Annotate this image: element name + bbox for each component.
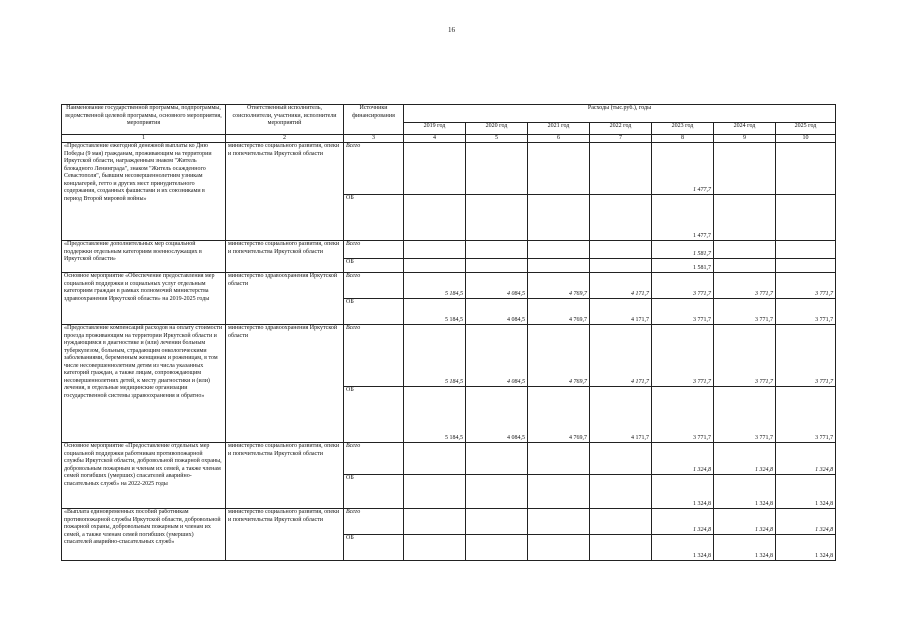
table-row: [62, 241, 836, 259]
total-amount-cell: [590, 241, 652, 259]
header-year: 2019 год: [404, 123, 466, 135]
source-ob-label: ОБ: [344, 299, 404, 325]
total-amount-cell: 3 771,7: [714, 273, 776, 299]
ob-amount-cell: [528, 535, 590, 561]
ob-amount-cell: 3 771,7: [652, 387, 714, 443]
source-total-label: Всего: [344, 443, 404, 475]
total-amount-cell: [590, 509, 652, 535]
column-index: 3: [344, 135, 404, 143]
total-amount-cell: 4 769,7: [528, 325, 590, 387]
total-amount-cell: [714, 143, 776, 195]
ob-amount-cell: 1 324,8: [776, 475, 836, 509]
total-amount-cell: 4 769,7: [528, 273, 590, 299]
total-amount-cell: 3 771,7: [776, 273, 836, 299]
ob-amount-cell: 3 771,7: [776, 299, 836, 325]
ob-amount-cell: [466, 259, 528, 273]
header-source: Источники финансирования: [344, 105, 404, 135]
total-amount-cell: 1 324,8: [776, 443, 836, 475]
source-total-label: Всего: [344, 509, 404, 535]
ob-amount-cell: 4 769,7: [528, 299, 590, 325]
ob-amount-cell: 1 581,7: [652, 259, 714, 273]
column-index: 1: [62, 135, 226, 143]
total-amount-cell: 1 581,7: [652, 241, 714, 259]
ob-amount-cell: 1 477,7: [652, 195, 714, 241]
ob-amount-cell: [714, 195, 776, 241]
activity-name: Основное мероприятие «Обеспечение предоставления мер социальной поддержки и социальных услуг отдельным категориям граждан в рамках полномочий министерства здравоохранения Иркутской области» на 2019-2025 годы: [62, 273, 226, 325]
ob-amount-cell: 4 769,7: [528, 387, 590, 443]
column-index: 7: [590, 135, 652, 143]
header-year: 2022 год: [590, 123, 652, 135]
activity-executor: министерство социального развития, опеки и попечительства Иркутской области: [226, 143, 344, 241]
source-total-label: Всего: [344, 143, 404, 195]
ob-amount-cell: [404, 475, 466, 509]
total-amount-cell: [404, 509, 466, 535]
ob-amount-cell: [590, 259, 652, 273]
ob-amount-cell: [466, 535, 528, 561]
column-index: 9: [714, 135, 776, 143]
total-amount-cell: 4 171,7: [590, 273, 652, 299]
page-number: 16: [448, 26, 455, 34]
ob-amount-cell: 1 324,8: [714, 475, 776, 509]
column-index: 4: [404, 135, 466, 143]
activity-name: «Выплата единовременных пособий работникам противопожарной службы Иркутской области, добровольной пожарной охраны, добровольным пожарным и членам их семей, а также членам семей погибших (умерших) спасателей аварийно-спасательных служб»: [62, 509, 226, 561]
total-amount-cell: [590, 143, 652, 195]
header-executor: Ответственный исполнитель, соисполнители, участники, исполнители мероприятий: [226, 105, 344, 135]
ob-amount-cell: 5 184,5: [404, 299, 466, 325]
ob-amount-cell: 1 324,8: [776, 535, 836, 561]
total-amount-cell: 4 084,5: [466, 325, 528, 387]
table-row: [62, 509, 836, 535]
total-amount-cell: [466, 443, 528, 475]
total-amount-cell: [528, 443, 590, 475]
total-amount-cell: 5 184,5: [404, 325, 466, 387]
activity-executor: министерство социального развития, опеки и попечительства Иркутской области: [226, 509, 344, 561]
ob-amount-cell: 3 771,7: [714, 387, 776, 443]
column-index: 8: [652, 135, 714, 143]
program-budget-table: [61, 104, 836, 561]
total-amount-cell: [776, 143, 836, 195]
table-row: [62, 143, 836, 195]
activity-name: «Предоставление компенсаций расходов на оплату стоимости проезда проживающим на территории Иркутской области и нуждающимся в диагностике и (или) лечении больным туберкулезом, больным, страдающим онкологическими заболеваниями, беременным женщинам и роженицам, в том числе несовершеннолетним детям из числа указанных категорий граждан, а также лицам, сопровождающим несовершеннолетних детей, к месту диагностики и (или) лечения, в отдельные медицинские организации государственной системы здравоохранения и обратно»: [62, 325, 226, 443]
header-name: Наименование государственной программы, подпрограммы, ведомственной целевой программы, основного мероприятия, мероприятия: [62, 105, 226, 135]
ob-amount-cell: 1 324,8: [652, 535, 714, 561]
ob-amount-cell: [776, 259, 836, 273]
table-body: [62, 143, 836, 561]
activity-executor: министерство здравоохранения Иркутской области: [226, 273, 344, 325]
ob-amount-cell: 3 771,7: [776, 387, 836, 443]
header-year: 2025 год: [776, 123, 836, 135]
ob-amount-cell: 1 324,8: [652, 475, 714, 509]
total-amount-cell: [590, 443, 652, 475]
total-amount-cell: [404, 241, 466, 259]
total-amount-cell: 1 324,8: [776, 509, 836, 535]
source-ob-label: ОБ: [344, 387, 404, 443]
ob-amount-cell: [404, 535, 466, 561]
source-ob-label: ОБ: [344, 195, 404, 241]
header-year: 2024 год: [714, 123, 776, 135]
ob-amount-cell: 4 171,7: [590, 387, 652, 443]
total-amount-cell: 1 324,8: [714, 443, 776, 475]
table-row: [62, 273, 836, 299]
total-amount-cell: 1 324,8: [652, 443, 714, 475]
source-ob-label: ОБ: [344, 475, 404, 509]
total-amount-cell: [528, 241, 590, 259]
activity-name: «Предоставление дополнительных мер социальной поддержки отдельным категориям военнослужащих в Иркутской области»: [62, 241, 226, 273]
ob-amount-cell: [590, 535, 652, 561]
total-amount-cell: 3 771,7: [776, 325, 836, 387]
source-total-label: Всего: [344, 325, 404, 387]
ob-amount-cell: [528, 475, 590, 509]
ob-amount-cell: [590, 195, 652, 241]
table-row: [62, 325, 836, 387]
total-amount-cell: 5 184,5: [404, 273, 466, 299]
header-expenses: Расходы (тыс.руб.), годы: [404, 105, 836, 123]
total-amount-cell: 4 084,5: [466, 273, 528, 299]
column-index: 2: [226, 135, 344, 143]
column-index: 10: [776, 135, 836, 143]
column-index: 5: [466, 135, 528, 143]
activity-executor: министерство здравоохранения Иркутской области: [226, 325, 344, 443]
ob-amount-cell: [404, 195, 466, 241]
total-amount-cell: [466, 143, 528, 195]
total-amount-cell: [714, 241, 776, 259]
ob-amount-cell: [404, 259, 466, 273]
source-ob-label: ОБ: [344, 259, 404, 273]
activity-name: «Предоставление ежегодной денежной выплаты ко Дню Победы (9 мая) гражданам, проживающим на территории Иркутской области, награжденным знаком "Житель блокадного Ленинграда", знаком "Житель осажденного Севастополя", бывшим несовершеннолетним узникам концлагерей, гетто и других мест принудительного содержания, созданных фашистами и их союзниками в период Второй мировой войны»: [62, 143, 226, 241]
ob-amount-cell: [528, 195, 590, 241]
total-amount-cell: 3 771,7: [714, 325, 776, 387]
total-amount-cell: 3 771,7: [652, 325, 714, 387]
ob-amount-cell: 5 184,5: [404, 387, 466, 443]
total-amount-cell: 1 477,7: [652, 143, 714, 195]
total-amount-cell: [466, 241, 528, 259]
ob-amount-cell: [528, 259, 590, 273]
total-amount-cell: [528, 509, 590, 535]
ob-amount-cell: [776, 195, 836, 241]
ob-amount-cell: [714, 259, 776, 273]
column-index: 6: [528, 135, 590, 143]
total-amount-cell: [404, 443, 466, 475]
source-ob-label: ОБ: [344, 535, 404, 561]
ob-amount-cell: 1 324,8: [714, 535, 776, 561]
total-amount-cell: 3 771,7: [652, 273, 714, 299]
activity-executor: министерство социального развития, опеки и попечительства Иркутской области: [226, 241, 344, 273]
ob-amount-cell: 3 771,7: [652, 299, 714, 325]
header-year: 2020 год: [466, 123, 528, 135]
source-total-label: Всего: [344, 241, 404, 259]
total-amount-cell: 1 324,8: [652, 509, 714, 535]
total-amount-cell: 4 171,7: [590, 325, 652, 387]
ob-amount-cell: [466, 475, 528, 509]
ob-amount-cell: 4 084,5: [466, 387, 528, 443]
ob-amount-cell: 4 084,5: [466, 299, 528, 325]
total-amount-cell: 1 324,8: [714, 509, 776, 535]
ob-amount-cell: [590, 475, 652, 509]
total-amount-cell: [404, 143, 466, 195]
header-year: 2021 год: [528, 123, 590, 135]
header-year: 2023 год: [652, 123, 714, 135]
total-amount-cell: [776, 241, 836, 259]
table-row: [62, 443, 836, 475]
ob-amount-cell: 3 771,7: [714, 299, 776, 325]
ob-amount-cell: 4 171,7: [590, 299, 652, 325]
total-amount-cell: [528, 143, 590, 195]
total-amount-cell: [466, 509, 528, 535]
activity-name: Основное мероприятие «Предоставление отдельных мер социальной поддержки работникам противопожарной службы Иркутской области, добровольной пожарной охраны, добровольным пожарным и членам их семей, а также членам семей погибших (умерших) спасателей аварийно-спасательных служб» на 2022-2025 годы: [62, 443, 226, 509]
ob-amount-cell: [466, 195, 528, 241]
source-total-label: Всего: [344, 273, 404, 299]
activity-executor: министерство социального развития, опеки и попечительства Иркутской области: [226, 443, 344, 509]
